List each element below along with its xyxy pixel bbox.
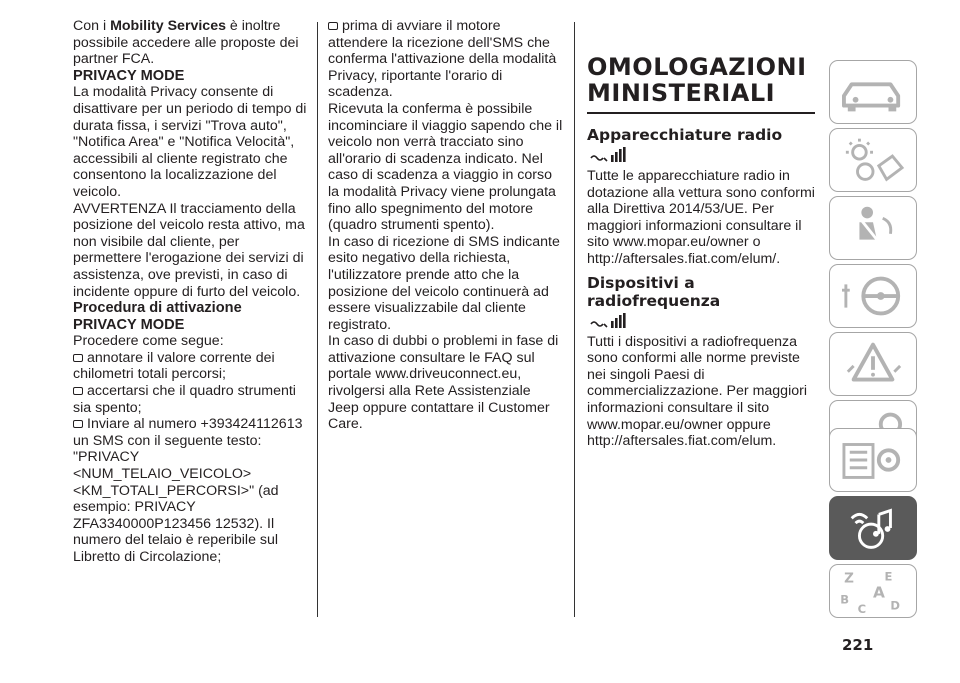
index-letter: A [873, 583, 885, 602]
bullet-item [73, 383, 307, 416]
procedure-intro: Procedere come segue: [73, 333, 224, 350]
tab-multimedia[interactable] [829, 496, 917, 560]
warning-lights-icon [830, 129, 916, 191]
tab-emergency[interactable] [829, 332, 917, 396]
bullet-text: annotare il valore corrente dei chilometri totali percorsi; [73, 349, 275, 383]
tab-steering-wheel[interactable] [829, 264, 917, 328]
bullet-icon [73, 354, 83, 362]
index-letter: E [884, 569, 893, 584]
column-1 [73, 18, 307, 566]
radio-equipment-heading: Apparecchiature radio [587, 126, 783, 144]
bullet-text: prima di avviare il motore attendere la ricezione dell'SMS che conferma l'attivazione della modalità Privacy, riportante l'orario di scadenza. [328, 18, 557, 101]
negative-result-paragraph: In caso di ricezione di SMS indicante esito negativo della richiesta, l'utilizzatore prende atto che la posizione del veicolo continuerà ad essere visualizzabile dal cliente registrato. [328, 233, 560, 333]
index-letter: Z [844, 570, 854, 587]
radiofrequency-devices-heading: Dispositivi a radiofrequenza [587, 273, 721, 310]
mobility-services-term: Mobility Services [110, 18, 226, 34]
bullet-text: Inviare al numero +393424112613 un SMS con il seguente testo: "PRIVACY <NUM_TELAIO_VEICOLO> <KM_TOTALI_PERCORSI>" (ad esempio: PRIVACY ZFA3340000P123456 12532). Il numero del telaio è reperibile sul Libretto di Circolazione; [73, 416, 303, 565]
column-3 [587, 18, 815, 450]
bullet-icon [73, 420, 83, 428]
tab-warning-lights[interactable] [829, 128, 917, 192]
column-divider-2 [574, 22, 575, 617]
index-letter: C [857, 602, 867, 617]
intro-paragraph [73, 18, 307, 68]
bullet-item [73, 416, 307, 565]
bullet-item [73, 350, 307, 383]
radio-signal-icon [587, 146, 633, 164]
emergency-triangle-icon [830, 333, 916, 395]
page-number: 221 [842, 636, 874, 654]
index-letter: B [840, 592, 850, 607]
faq-paragraph: In caso di dubbi o problemi in fase di attivazione consultare le FAQ sul portale www.driveuconnect.eu, rivolgersi alla Rete Assistenziale Jeep oppure contattare il Customer Care. [328, 333, 559, 433]
radio-signal-icon [587, 312, 633, 330]
car-dashboard-icon [830, 61, 916, 123]
warning-paragraph: AVVERTENZA Il tracciamento della posizione del veicolo resta attivo, ma non visibile dal cliente, per permettere l'erogazione dei servizi di assistenza, ove previsti, in caso di incidente oppure di furto del veicolo. [73, 200, 305, 300]
tab-car-dashboard[interactable] [829, 60, 917, 124]
seatbelt-airbag-icon [830, 197, 916, 259]
intro-text: Con i [73, 18, 111, 34]
bullet-item [328, 18, 564, 101]
section-title: OMOLOGAZIONI MINISTERIALI [587, 53, 807, 107]
radio-equipment-text: Tutte le apparecchiature radio in dotazione alla vettura sono conformi alla Direttiva 2014/53/UE. Per maggiori informazioni consultare il sito www.mopar.eu/owner o http://aftersales.fiat.com/elum/. [587, 168, 815, 267]
title-underline [587, 112, 815, 114]
index-letter: D [890, 598, 900, 613]
bullet-text: accertarsi che il quadro strumenti sia spento; [73, 383, 296, 416]
privacy-mode-heading: PRIVACY MODE [73, 67, 185, 84]
technical-data-icon [830, 429, 916, 491]
column-2 [328, 18, 564, 433]
tab-technical-data[interactable] [829, 428, 917, 492]
procedure-heading: Procedura di attivazione PRIVACY MODE [73, 300, 242, 333]
steering-wheel-icon [830, 265, 916, 327]
multimedia-icon [830, 497, 916, 559]
bullet-icon [328, 22, 338, 30]
column-divider-1 [317, 22, 318, 617]
intro-text-rest: è inoltre possibile accedere alle proposte dei partner FCA. [73, 18, 299, 68]
radiofrequency-devices-text: Tutti i dispositivi a radiofrequenza sono conformi alle norme previste nei singoli Paesi di commercializzazione. Per maggiori informazioni consultare il sito www.mopar.eu/owner oppure http://aftersales.fiat.com/elum. [587, 333, 807, 450]
bullet-icon [73, 387, 83, 395]
privacy-description: La modalità Privacy consente di disattivare per un periodo di tempo di durata fissa, i servizi "Trova auto", "Notifica Area" e "Notifica Velocità", accessibili al cliente registrato che consentono la localizzazione del veicolo. [73, 84, 307, 200]
tab-alphabetical-index[interactable] [829, 564, 917, 618]
tab-seatbelt-airbag[interactable] [829, 196, 917, 260]
confirmation-paragraph: Ricevuta la conferma è possibile incominciare il viaggio sapendo che il veicolo non verrà tracciato sino all'orario di scadenza indicato. Nel caso di scadenza a viaggio in corso la modalità Privacy viene prolungata fino allo spegnimento del motore (quadro strumenti spento). [328, 100, 563, 234]
alphabetical-index-icon [830, 565, 916, 617]
